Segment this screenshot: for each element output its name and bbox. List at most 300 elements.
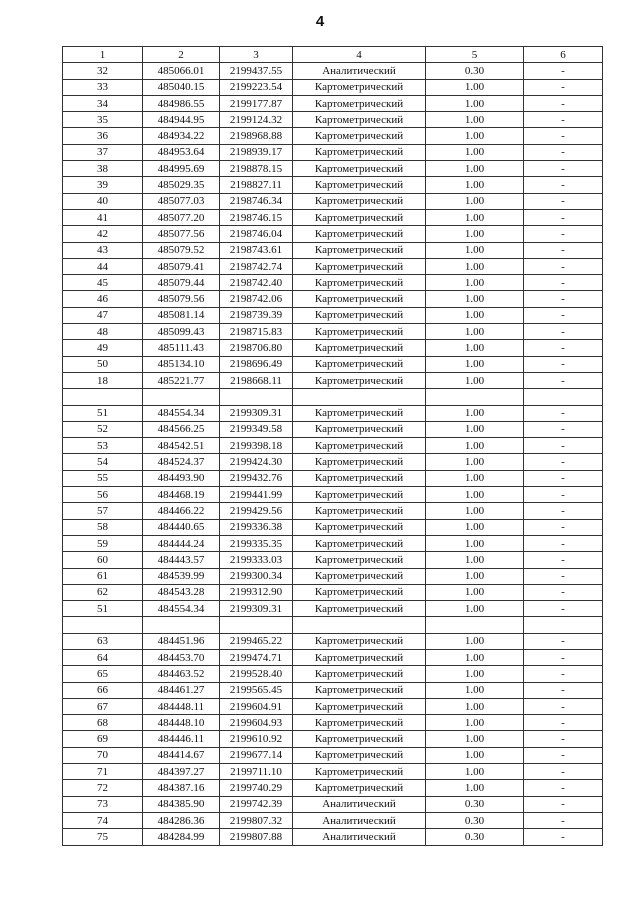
table-cell: 35 xyxy=(63,112,143,128)
table-cell: - xyxy=(524,258,603,274)
table-cell: 2199309.31 xyxy=(220,405,293,421)
table-cell: 1.00 xyxy=(426,95,524,111)
table-cell: - xyxy=(524,209,603,225)
table-cell: 47 xyxy=(63,307,143,323)
table-cell: 2199335.35 xyxy=(220,535,293,551)
table-cell: Картометрический xyxy=(293,128,426,144)
table-cell: 2198968.88 xyxy=(220,128,293,144)
table-row xyxy=(63,812,603,828)
table-cell: 1.00 xyxy=(426,177,524,193)
table-row xyxy=(63,780,603,796)
table-cell: Картометрический xyxy=(293,503,426,519)
table-cell: Картометрический xyxy=(293,470,426,486)
table-cell: 0.30 xyxy=(426,796,524,812)
table-cell: Картометрический xyxy=(293,535,426,551)
table-cell: 2199677.14 xyxy=(220,747,293,763)
table-row xyxy=(63,829,603,845)
table-cell: 2199349.58 xyxy=(220,421,293,437)
table-cell: 63 xyxy=(63,633,143,649)
table-cell: 2198827.11 xyxy=(220,177,293,193)
table-cell: 60 xyxy=(63,552,143,568)
table-cell: Аналитический xyxy=(293,829,426,845)
table-row xyxy=(63,275,603,291)
table-cell: 0.30 xyxy=(426,63,524,79)
table-row xyxy=(63,731,603,747)
table-cell: 2198706.80 xyxy=(220,340,293,356)
table-cell: 1.00 xyxy=(426,324,524,340)
table-cell: - xyxy=(524,454,603,470)
table-header-row xyxy=(63,47,603,63)
table-cell: 485111.43 xyxy=(143,340,220,356)
table-cell: 1.00 xyxy=(426,764,524,780)
table-cell: Картометрический xyxy=(293,633,426,649)
table-cell xyxy=(426,617,524,633)
table-cell: Картометрический xyxy=(293,519,426,535)
table-cell: 2199610.92 xyxy=(220,731,293,747)
table-cell: 1.00 xyxy=(426,144,524,160)
table-cell: 2199711.10 xyxy=(220,764,293,780)
table-row xyxy=(63,764,603,780)
table-cell: 1.00 xyxy=(426,503,524,519)
table-cell: 2198739.39 xyxy=(220,307,293,323)
table-cell: 2198746.15 xyxy=(220,209,293,225)
table-row xyxy=(63,552,603,568)
table-cell: 73 xyxy=(63,796,143,812)
table-cell: Картометрический xyxy=(293,291,426,307)
table-cell: 2199432.76 xyxy=(220,470,293,486)
table-cell: 485077.20 xyxy=(143,209,220,225)
table-cell: 46 xyxy=(63,291,143,307)
table-cell: Картометрический xyxy=(293,568,426,584)
table-cell: Картометрический xyxy=(293,601,426,617)
table-row xyxy=(63,649,603,665)
table-cell: - xyxy=(524,633,603,649)
table-cell: 2199437.55 xyxy=(220,63,293,79)
table-cell: 485099.43 xyxy=(143,324,220,340)
table-cell: 1.00 xyxy=(426,405,524,421)
table-cell: Картометрический xyxy=(293,454,426,470)
table-cell: 43 xyxy=(63,242,143,258)
table-cell: 2199807.88 xyxy=(220,829,293,845)
table-cell: - xyxy=(524,95,603,111)
header-cell: 3 xyxy=(220,47,293,63)
table-cell: 2198746.04 xyxy=(220,226,293,242)
table-cell: 62 xyxy=(63,584,143,600)
table-cell: 1.00 xyxy=(426,242,524,258)
table-cell: 1.00 xyxy=(426,209,524,225)
table-cell: 485079.41 xyxy=(143,258,220,274)
table-cell: 2198715.83 xyxy=(220,324,293,340)
table-cell: - xyxy=(524,405,603,421)
table-cell: 2199742.39 xyxy=(220,796,293,812)
table-cell: - xyxy=(524,715,603,731)
table-cell: 2199424.30 xyxy=(220,454,293,470)
table-cell: Картометрический xyxy=(293,649,426,665)
table-cell: 49 xyxy=(63,340,143,356)
table-cell: 1.00 xyxy=(426,307,524,323)
table-cell: 1.00 xyxy=(426,568,524,584)
table-cell: Картометрический xyxy=(293,258,426,274)
table-cell: Картометрический xyxy=(293,764,426,780)
table-cell: - xyxy=(524,242,603,258)
table-cell: 39 xyxy=(63,177,143,193)
table-cell: 2199309.31 xyxy=(220,601,293,617)
table-cell: Картометрический xyxy=(293,95,426,111)
table-cell: - xyxy=(524,568,603,584)
table-row xyxy=(63,161,603,177)
table-cell: 485077.03 xyxy=(143,193,220,209)
table-cell: Картометрический xyxy=(293,112,426,128)
table-cell: 2199312.90 xyxy=(220,584,293,600)
table-cell: Аналитический xyxy=(293,63,426,79)
table-cell: 2199465.22 xyxy=(220,633,293,649)
table-row xyxy=(63,568,603,584)
table-row xyxy=(63,535,603,551)
table-row xyxy=(63,340,603,356)
table-cell: - xyxy=(524,812,603,828)
table-cell xyxy=(220,389,293,405)
table-row xyxy=(63,421,603,437)
table-cell: Картометрический xyxy=(293,698,426,714)
table-cell: 1.00 xyxy=(426,470,524,486)
table-cell: 1.00 xyxy=(426,275,524,291)
table-cell: 484448.11 xyxy=(143,698,220,714)
table-cell: - xyxy=(524,63,603,79)
table-cell: Картометрический xyxy=(293,552,426,568)
table-cell: Картометрический xyxy=(293,275,426,291)
table-cell: Картометрический xyxy=(293,438,426,454)
table-cell: 51 xyxy=(63,601,143,617)
table-cell: 68 xyxy=(63,715,143,731)
table-cell: 1.00 xyxy=(426,747,524,763)
table-cell: 56 xyxy=(63,487,143,503)
table-cell: 66 xyxy=(63,682,143,698)
table-cell: - xyxy=(524,307,603,323)
table-row xyxy=(63,503,603,519)
table-cell: Картометрический xyxy=(293,161,426,177)
table-cell: - xyxy=(524,698,603,714)
table-cell: 2199124.32 xyxy=(220,112,293,128)
table-cell: 58 xyxy=(63,519,143,535)
table-cell: - xyxy=(524,552,603,568)
table-cell: Картометрический xyxy=(293,340,426,356)
table-row xyxy=(63,519,603,535)
table-cell: Картометрический xyxy=(293,242,426,258)
table-cell: 40 xyxy=(63,193,143,209)
table-cell: 53 xyxy=(63,438,143,454)
table-cell: 484944.95 xyxy=(143,112,220,128)
table-cell: 2199429.56 xyxy=(220,503,293,519)
table-cell: 485077.56 xyxy=(143,226,220,242)
table-cell: 61 xyxy=(63,568,143,584)
table-cell xyxy=(63,617,143,633)
table-cell xyxy=(524,617,603,633)
table-cell: 1.00 xyxy=(426,79,524,95)
table-cell: 484284.99 xyxy=(143,829,220,845)
table-cell: 1.00 xyxy=(426,780,524,796)
table-cell: Картометрический xyxy=(293,226,426,242)
table-cell: - xyxy=(524,291,603,307)
table-cell: 484440.65 xyxy=(143,519,220,535)
table-cell: Картометрический xyxy=(293,209,426,225)
table-cell: 2198743.61 xyxy=(220,242,293,258)
table-row xyxy=(63,209,603,225)
table-row xyxy=(63,242,603,258)
table-cell: 1.00 xyxy=(426,487,524,503)
table-cell: 1.00 xyxy=(426,715,524,731)
table-cell: 1.00 xyxy=(426,291,524,307)
table-row xyxy=(63,601,603,617)
table-cell: 1.00 xyxy=(426,552,524,568)
table-cell: 2199441.99 xyxy=(220,487,293,503)
table-cell: 484466.22 xyxy=(143,503,220,519)
table-cell: 70 xyxy=(63,747,143,763)
table-cell: 484934.22 xyxy=(143,128,220,144)
table-cell: 2199177.87 xyxy=(220,95,293,111)
table-cell: 1.00 xyxy=(426,535,524,551)
table-cell: 0.30 xyxy=(426,829,524,845)
table-cell: - xyxy=(524,79,603,95)
table-cell: Картометрический xyxy=(293,405,426,421)
table-cell: 41 xyxy=(63,209,143,225)
table-cell: Картометрический xyxy=(293,79,426,95)
table-cell: - xyxy=(524,324,603,340)
table-cell xyxy=(293,617,426,633)
table-cell: 484566.25 xyxy=(143,421,220,437)
table-row xyxy=(63,470,603,486)
table-cell: Картометрический xyxy=(293,324,426,340)
table-cell: 65 xyxy=(63,666,143,682)
table-cell: 36 xyxy=(63,128,143,144)
table-cell: 2198742.74 xyxy=(220,258,293,274)
table-cell: 34 xyxy=(63,95,143,111)
table-cell: 1.00 xyxy=(426,372,524,388)
table-cell: Картометрический xyxy=(293,715,426,731)
table-cell: 0.30 xyxy=(426,812,524,828)
table-cell: - xyxy=(524,112,603,128)
table-cell: 50 xyxy=(63,356,143,372)
table-cell: 484385.90 xyxy=(143,796,220,812)
table-cell: Аналитический xyxy=(293,812,426,828)
table-cell: 484286.36 xyxy=(143,812,220,828)
table-cell: 72 xyxy=(63,780,143,796)
table-cell: - xyxy=(524,193,603,209)
header-cell: 4 xyxy=(293,47,426,63)
table-row xyxy=(63,144,603,160)
table-cell: 484443.57 xyxy=(143,552,220,568)
table-cell: 74 xyxy=(63,812,143,828)
table-cell: 2199398.18 xyxy=(220,438,293,454)
table-row xyxy=(63,454,603,470)
table-cell: Картометрический xyxy=(293,780,426,796)
table-cell: 1.00 xyxy=(426,128,524,144)
table-cell: 484414.67 xyxy=(143,747,220,763)
table-cell: 57 xyxy=(63,503,143,519)
table-row xyxy=(63,79,603,95)
table-row xyxy=(63,356,603,372)
header-cell: 5 xyxy=(426,47,524,63)
table-cell: Картометрический xyxy=(293,307,426,323)
table-row xyxy=(63,226,603,242)
table-cell: 18 xyxy=(63,372,143,388)
table-cell: 2199474.71 xyxy=(220,649,293,665)
table-cell: Картометрический xyxy=(293,421,426,437)
table-cell: Картометрический xyxy=(293,372,426,388)
table-cell: 2198696.49 xyxy=(220,356,293,372)
table-cell: 2198668.11 xyxy=(220,372,293,388)
table-cell: - xyxy=(524,519,603,535)
table-cell: 1.00 xyxy=(426,698,524,714)
table-cell: 485221.77 xyxy=(143,372,220,388)
table-cell: 44 xyxy=(63,258,143,274)
table-cell: 2199336.38 xyxy=(220,519,293,535)
table-cell: 484542.51 xyxy=(143,438,220,454)
table-cell: Картометрический xyxy=(293,193,426,209)
table-cell: - xyxy=(524,796,603,812)
table-cell: 1.00 xyxy=(426,682,524,698)
table-cell: - xyxy=(524,177,603,193)
table-cell: 484463.52 xyxy=(143,666,220,682)
table-cell: - xyxy=(524,764,603,780)
table-cell: 1.00 xyxy=(426,601,524,617)
table-row xyxy=(63,112,603,128)
table-cell: 2198878.15 xyxy=(220,161,293,177)
table-cell: 1.00 xyxy=(426,161,524,177)
table-cell: - xyxy=(524,144,603,160)
table-cell: 484524.37 xyxy=(143,454,220,470)
table-cell: - xyxy=(524,340,603,356)
table-cell: 67 xyxy=(63,698,143,714)
table-row xyxy=(63,291,603,307)
table-cell: 48 xyxy=(63,324,143,340)
table-row xyxy=(63,682,603,698)
table-row xyxy=(63,307,603,323)
table-cell: - xyxy=(524,275,603,291)
table-cell: Картометрический xyxy=(293,747,426,763)
table-cell: 1.00 xyxy=(426,421,524,437)
table-row xyxy=(63,666,603,682)
page-number: 4 xyxy=(315,13,325,30)
table-cell: - xyxy=(524,584,603,600)
table-cell: - xyxy=(524,226,603,242)
table-cell: Картометрический xyxy=(293,356,426,372)
table-cell: 484451.96 xyxy=(143,633,220,649)
table-cell: - xyxy=(524,666,603,682)
table-cell: - xyxy=(524,421,603,437)
table-cell: 485029.35 xyxy=(143,177,220,193)
table-cell: 2199604.91 xyxy=(220,698,293,714)
table-cell: 45 xyxy=(63,275,143,291)
table-cell xyxy=(220,617,293,633)
table-cell: 1.00 xyxy=(426,454,524,470)
table-row xyxy=(63,438,603,454)
table-cell: 51 xyxy=(63,405,143,421)
table-row xyxy=(63,372,603,388)
table-cell: 69 xyxy=(63,731,143,747)
table-cell: 1.00 xyxy=(426,666,524,682)
table-cell: 484493.90 xyxy=(143,470,220,486)
table-cell: 2198746.34 xyxy=(220,193,293,209)
table-cell: 485081.14 xyxy=(143,307,220,323)
table-cell: 75 xyxy=(63,829,143,845)
table-cell: Картометрический xyxy=(293,487,426,503)
table-cell: - xyxy=(524,128,603,144)
table-row xyxy=(63,698,603,714)
table-cell: 485040.15 xyxy=(143,79,220,95)
table-cell: 71 xyxy=(63,764,143,780)
table-cell: 484444.24 xyxy=(143,535,220,551)
table-cell: 484461.27 xyxy=(143,682,220,698)
table-row xyxy=(63,258,603,274)
table-row xyxy=(63,95,603,111)
table-cell xyxy=(143,389,220,405)
coordinates-table xyxy=(62,46,603,846)
table-cell: 1.00 xyxy=(426,731,524,747)
table-cell: 2199604.93 xyxy=(220,715,293,731)
table-cell: 485066.01 xyxy=(143,63,220,79)
table-row xyxy=(63,177,603,193)
table-cell: 2199223.54 xyxy=(220,79,293,95)
table-cell: - xyxy=(524,372,603,388)
table-cell: 52 xyxy=(63,421,143,437)
table-cell: 2199565.45 xyxy=(220,682,293,698)
table-cell: 1.00 xyxy=(426,584,524,600)
table-cell: - xyxy=(524,438,603,454)
spacer-row xyxy=(63,389,603,405)
header-cell: 6 xyxy=(524,47,603,63)
table-cell: 485079.44 xyxy=(143,275,220,291)
table-cell: 484543.28 xyxy=(143,584,220,600)
table-cell: Картометрический xyxy=(293,584,426,600)
table-cell: 1.00 xyxy=(426,193,524,209)
table-cell xyxy=(63,389,143,405)
table-cell: 37 xyxy=(63,144,143,160)
table-row xyxy=(63,128,603,144)
table-cell: 484448.10 xyxy=(143,715,220,731)
table-cell: 484554.34 xyxy=(143,405,220,421)
table-cell: - xyxy=(524,829,603,845)
table-cell: 1.00 xyxy=(426,438,524,454)
table-row xyxy=(63,747,603,763)
table-cell: Аналитический xyxy=(293,796,426,812)
table-cell: 33 xyxy=(63,79,143,95)
table-cell xyxy=(524,389,603,405)
table-cell: 32 xyxy=(63,63,143,79)
table-cell: 2199300.34 xyxy=(220,568,293,584)
table-row xyxy=(63,633,603,649)
table-cell: 484554.34 xyxy=(143,601,220,617)
table-row xyxy=(63,796,603,812)
table-body xyxy=(63,63,603,845)
table-row xyxy=(63,193,603,209)
table-cell: - xyxy=(524,601,603,617)
table-cell: 2199740.29 xyxy=(220,780,293,796)
table-cell: 484995.69 xyxy=(143,161,220,177)
table-cell: 1.00 xyxy=(426,649,524,665)
table-cell: 485134.10 xyxy=(143,356,220,372)
table-cell: - xyxy=(524,649,603,665)
table-cell: 484986.55 xyxy=(143,95,220,111)
table-cell: 484446.11 xyxy=(143,731,220,747)
table-row xyxy=(63,405,603,421)
header-cell: 1 xyxy=(63,47,143,63)
table-cell: - xyxy=(524,470,603,486)
table-cell: 2198742.40 xyxy=(220,275,293,291)
table-cell: - xyxy=(524,682,603,698)
table-cell: 484468.19 xyxy=(143,487,220,503)
table-cell: Картометрический xyxy=(293,144,426,160)
table-cell: - xyxy=(524,503,603,519)
